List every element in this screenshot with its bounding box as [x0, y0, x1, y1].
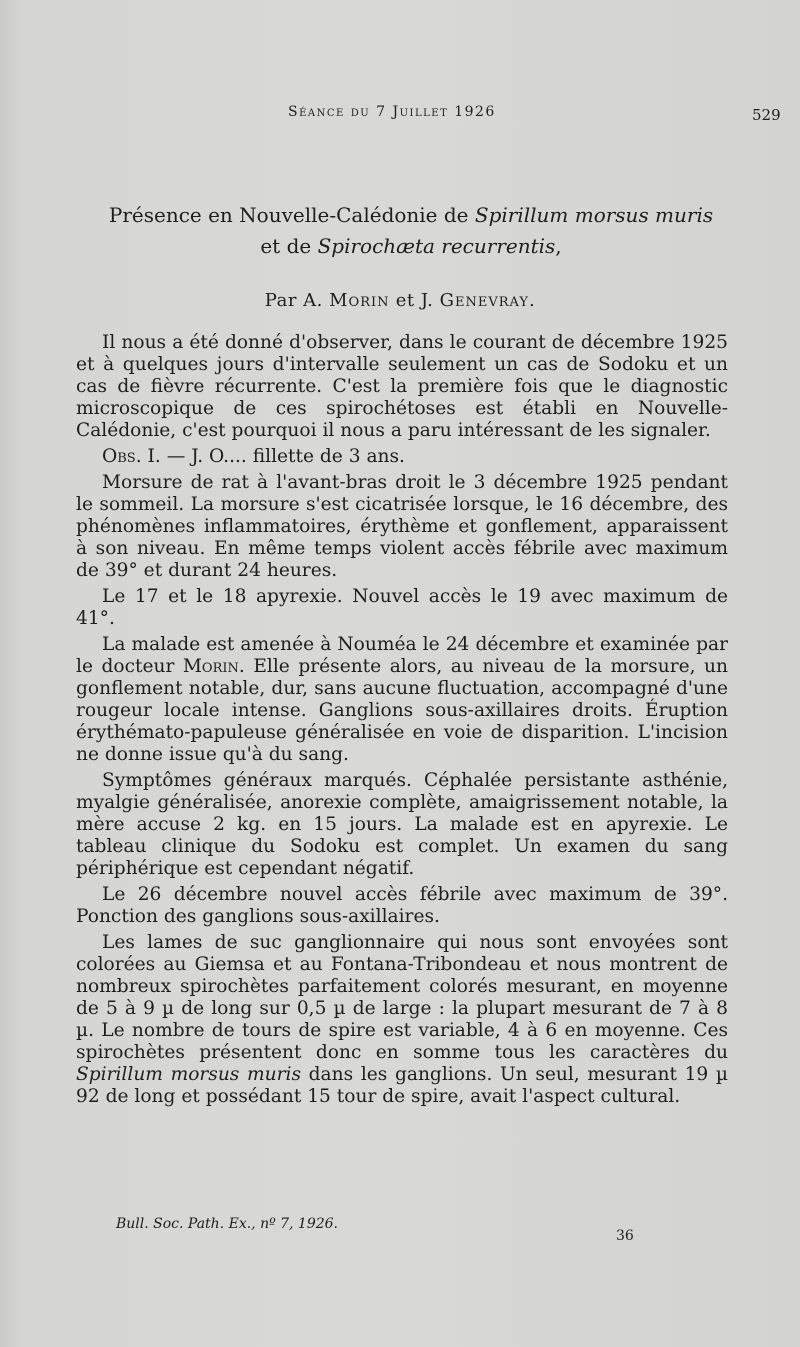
paragraph-apyrexia: Le 17 et le 18 apyrexie. Nouvel accès le 19 avec maximum de 41°. — [76, 586, 728, 629]
examination-text-a: La malade est amenée à Nouméa le 24 décembre et examinée par le docteur — [76, 634, 728, 677]
sheet-number: 36 — [616, 1228, 634, 1244]
paragraph-slides — [76, 932, 728, 1108]
paragraph-puncture: Le 26 décembre nouvel accès fébrile avec maximum de 39°. Ponction des ganglions sous-axillaires. — [76, 884, 728, 927]
author-1: Morin — [329, 290, 390, 311]
byline-end: . — [528, 290, 536, 311]
examination-doctor: Morin — [182, 656, 239, 677]
footer-citation: Bull. Soc. Path. Ex., nº 7, 1926. — [116, 1216, 339, 1232]
article-title — [86, 200, 736, 262]
examination-text-b: . Elle présente alors, au niveau de la morsure, un gonflement notable, dur, sans aucune fluctuation, accompagné d'une rougeur locale intense. Ganglions sous-axillaires droits. Éruption érythémato-papuleuse généralisée en voie de disparition. L'incision ne donne issue qu'à du sang. — [76, 656, 728, 765]
slides-text-b: dans les ganglions. Un seul, mesurant 19 µ 92 de long et possédant 15 tour de spire, avait l'aspect cultural. — [76, 1064, 728, 1107]
paragraph-examination — [76, 634, 728, 766]
paragraph-intro: Il nous a été donné d'observer, dans le courant de décembre 1925 et à quelques jours d'intervalle seulement un cas de Sodoku et un cas de fièvre récurrente. C'est la première fois que le diagnostic microscopique de ces spirochétoses est établi en Nouvelle-Calédonie, c'est pourquoi il nous a paru intéressant de les signaler. — [76, 332, 728, 441]
title-species-1: Spirillum morsus muris — [474, 203, 714, 227]
page-number: 529 — [752, 106, 781, 124]
byline — [180, 290, 620, 311]
observation-text: — J. O.... fillette de 3 ans. — [160, 446, 405, 467]
observation-label: Obs. I. — [102, 446, 161, 467]
slides-text-a: Les lames de suc ganglionnaire qui nous sont envoyées sont colorées au Giemsa et au Fontana-Tribondeau et nous montrent de nombreux spirochètes parfaitement colorés mesurant, en moyenne de 5 à 9 µ de long sur 0,5 µ de large : la plupart mesurant de 7 à 8 µ. Le nombre de tours de spire est variable, 4 à 6 en moyenne. Ces spirochètes présentent donc en somme tous les caractères du — [76, 932, 728, 1063]
title-end: , — [555, 234, 562, 258]
byline-et: et J. — [389, 290, 440, 311]
running-head: Séance du 7 Juillet 1926 — [288, 104, 496, 120]
byline-par: Par A. — [264, 290, 330, 311]
title-text-1: Présence en Nouvelle-Calédonie de — [108, 203, 475, 227]
paragraph-observation — [76, 446, 728, 468]
title-text-2: et de — [260, 234, 318, 258]
title-species-2: Spirochæta recurrentis — [317, 234, 556, 258]
author-2: Genevray — [439, 290, 529, 311]
paragraph-symptoms: Symptômes généraux marqués. Céphalée persistante asthénie, myalgie généralisée, anorexie complète, amaigrissement notable, la mère accuse 2 kg. en 15 jours. La malade est en apyrexie. Le tableau clinique du Sodoku est complet. Un examen du sang périphérique est cependant négatif. — [76, 770, 728, 879]
article-body — [76, 332, 728, 1112]
slides-species: Spirillum morsus muris — [76, 1064, 301, 1085]
paragraph-bite: Morsure de rat à l'avant-bras droit le 3 décembre 1925 pendant le sommeil. La morsure s'est cicatrisée lorsque, le 16 décembre, des phénomènes inflammatoires, érythème et gonflement, apparaissent à son niveau. En même temps violent accès fébrile avec maximum de 39° et durant 24 heures. — [76, 472, 728, 581]
